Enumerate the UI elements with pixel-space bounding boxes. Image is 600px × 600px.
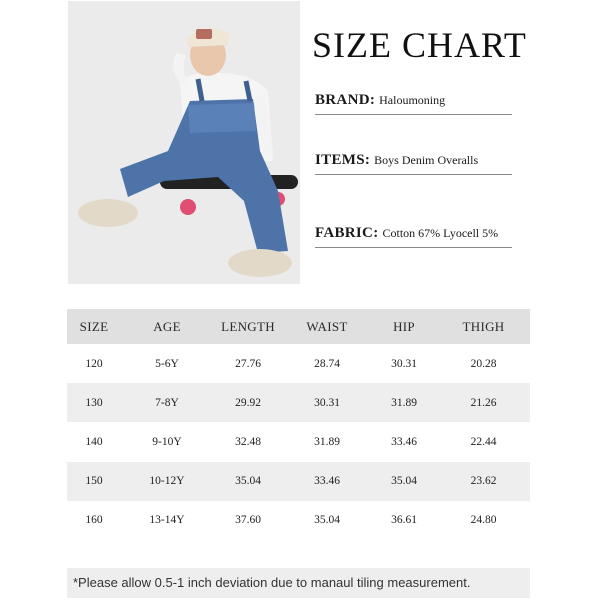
table-row (67, 462, 530, 501)
cell-thigh: 23.62 (470, 475, 497, 488)
cell-hip: 35.04 (391, 475, 417, 488)
spec-brand (315, 91, 512, 115)
cell-size: 120 (85, 357, 103, 370)
cell-hip: 30.31 (391, 357, 417, 370)
header-size: SIZE (79, 318, 109, 334)
cell-waist: 35.04 (314, 514, 340, 527)
cell-waist: 31.89 (314, 435, 340, 448)
header-waist: WAIST (306, 318, 348, 334)
table-header-row (67, 309, 530, 344)
header-thigh: THIGH (462, 318, 505, 334)
cell-age: 10-12Y (149, 475, 185, 488)
cell-size: 140 (85, 435, 103, 448)
footnote: *Please allow 0.5-1 inch deviation due to manaul tiling measurement. (67, 568, 530, 598)
cell-hip: 31.89 (391, 396, 417, 409)
cell-hip: 36.61 (391, 514, 417, 527)
cell-thigh: 22.44 (470, 435, 497, 448)
header-length: LENGTH (221, 318, 275, 334)
cell-length: 37.60 (235, 514, 261, 527)
cell-length: 27.76 (235, 357, 261, 370)
cell-thigh: 24.80 (470, 514, 497, 527)
header-hip: HIP (393, 318, 415, 334)
cell-hip: 33.46 (391, 435, 417, 448)
cell-age: 13-14Y (149, 514, 185, 527)
cell-length: 32.48 (235, 435, 261, 448)
cell-size: 130 (85, 396, 103, 409)
table-row (67, 383, 530, 422)
cell-waist: 33.46 (314, 475, 340, 488)
spec-items (315, 151, 512, 175)
cell-age: 7-8Y (155, 396, 179, 409)
cell-size: 160 (85, 514, 103, 527)
cell-waist: 30.31 (314, 396, 340, 409)
cell-length: 35.04 (235, 475, 261, 488)
page-title: SIZE CHART (312, 25, 527, 65)
spec-brand-value: Haloumoning (379, 93, 446, 107)
size-table (67, 309, 530, 540)
header-age: AGE (153, 318, 181, 334)
product-photo (68, 1, 300, 284)
spec-fabric-label: FABRIC: (315, 225, 379, 241)
spec-brand-label: BRAND: (315, 92, 376, 108)
spec-items-value: Boys Denim Overalls (374, 153, 479, 167)
cell-age: 5-6Y (155, 357, 179, 370)
cell-waist: 28.74 (314, 357, 340, 370)
table-row (67, 501, 530, 540)
spec-fabric-value: Cotton 67% Lyocell 5% (382, 226, 499, 240)
cell-thigh: 21.26 (470, 396, 497, 409)
cell-thigh: 20.28 (470, 357, 497, 370)
cell-age: 9-10Y (152, 435, 182, 448)
spec-items-label: ITEMS: (315, 152, 371, 168)
table-row (67, 422, 530, 461)
cell-length: 29.92 (235, 396, 261, 409)
spec-fabric (315, 224, 512, 248)
cell-size: 150 (85, 475, 103, 488)
table-row (67, 344, 530, 383)
